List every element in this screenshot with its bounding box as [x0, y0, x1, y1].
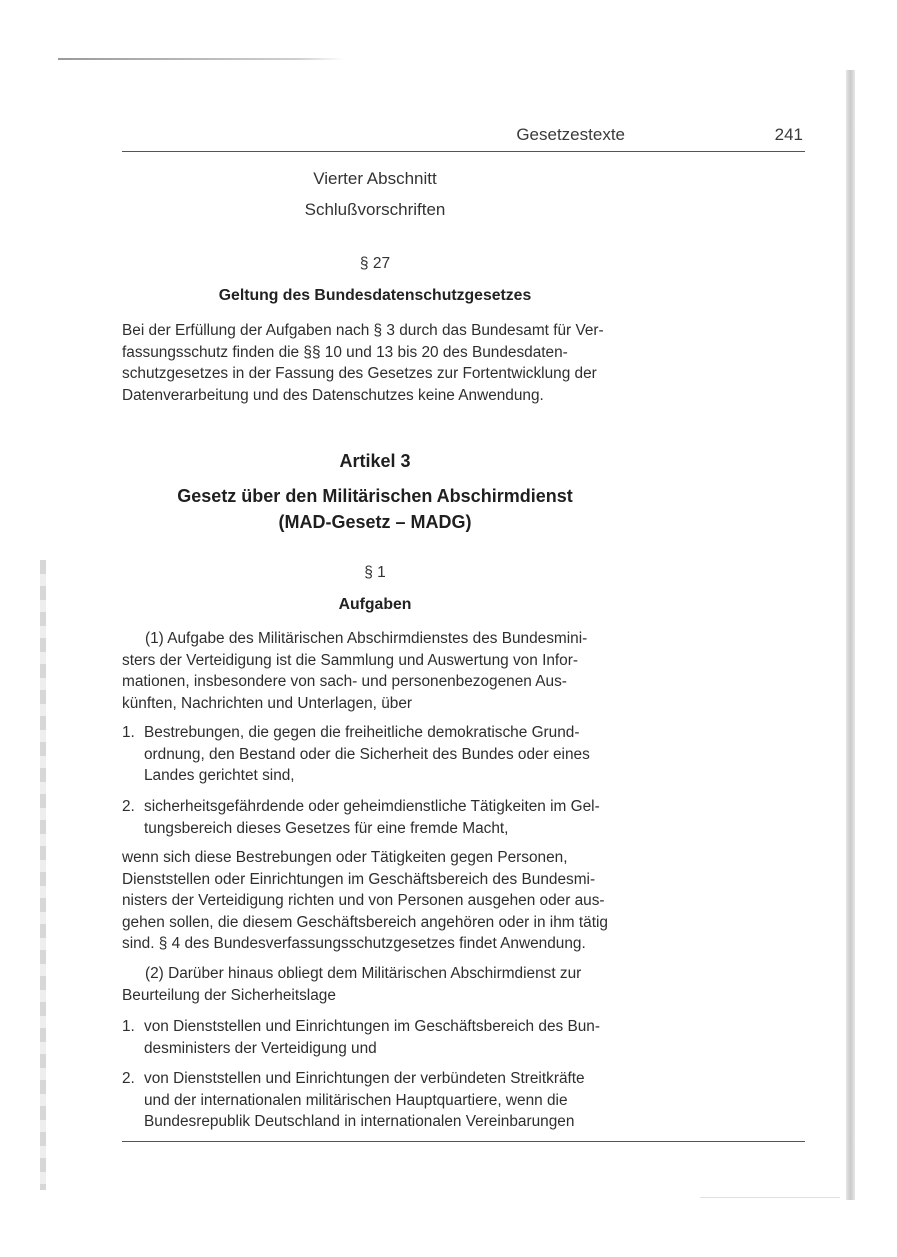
list-number: 2.	[122, 1070, 135, 1087]
paragraph-body	[122, 963, 628, 1006]
text-line: sind. § 4 des Bundesverfassungsschutzgesetzes findet Anwendung.	[122, 935, 586, 952]
list-number: 1.	[122, 1018, 135, 1035]
paragraph-body	[122, 628, 628, 714]
paragraph-body	[122, 847, 628, 955]
text-line: mationen, insbesondere von sach- und personenbezogenen Aus-	[122, 673, 567, 690]
scan-edge-right	[846, 70, 855, 1200]
text-line: Beurteilung der Sicherheitslage	[122, 986, 336, 1004]
paragraph-sign: § 27	[359, 255, 391, 272]
list-number: 1.	[122, 724, 135, 741]
list-item	[122, 722, 628, 787]
text-line: Bundesrepublik Deutschland in internationalen Vereinbarungen	[144, 1113, 575, 1130]
text-line: (2) Darüber hinaus obliegt dem Militärischen Abschirmdienst zur	[145, 965, 582, 982]
text-line: Datenverarbeitung und des Datenschutzes keine Anwendung.	[122, 386, 544, 404]
text-line: nisters der Verteidigung richten und von Personen ausgehen oder aus-	[122, 892, 605, 909]
text-line: (1) Aufgabe des Militärischen Abschirmdienstes des Bundesmini-	[145, 630, 588, 647]
text-line: von Dienststellen und Einrichtungen im Geschäftsbereich des Bun-	[144, 1018, 600, 1035]
text-line: schutzgesetzes in der Fassung des Gesetzes zur Fortentwicklung der	[122, 365, 597, 382]
list-item	[122, 1068, 628, 1133]
text-line: desministers der Verteidigung und	[144, 1039, 377, 1057]
text-line: tungsbereich dieses Gesetzes für eine fremde Macht,	[144, 819, 509, 837]
header-rule	[122, 151, 805, 152]
text-line: Landes gerichtet sind,	[144, 767, 295, 784]
text-line: sicherheitsgefährdende oder geheimdienstliche Tätigkeiten im Gel-	[144, 798, 600, 815]
article-subtitle: (MAD-Gesetz – MADG)	[278, 512, 472, 532]
list-item	[122, 1016, 628, 1059]
text-line: und der internationalen militärischen Hauptquartiere, wenn die	[144, 1091, 568, 1109]
text-line: ordnung, den Bestand oder die Sicherheit des Bundes oder eines	[144, 745, 590, 763]
article-title: Gesetz über den Militärischen Abschirmdienst	[177, 486, 573, 506]
text-line: Dienststellen oder Einrichtungen im Geschäftsbereich des Bundesmi-	[122, 870, 596, 888]
scan-edge-top	[58, 58, 343, 60]
text-line: sters der Verteidigung ist die Sammlung und Auswertung von Infor-	[122, 651, 578, 669]
paragraph-sign: § 1	[364, 564, 386, 581]
text-line: wenn sich diese Bestrebungen oder Tätigkeiten gegen Personen,	[122, 849, 568, 866]
paragraph-title: Geltung des Bundesdatenschutzgesetzes	[218, 287, 532, 304]
text-line: gehen sollen, die diesem Geschäftsbereich angehören oder in ihm tätig	[122, 913, 608, 931]
text-line: von Dienststellen und Einrichtungen der verbündeten Streitkräfte	[144, 1070, 585, 1087]
text-line: fassungsschutz finden die §§ 10 und 13 bis 20 des Bundesdaten-	[122, 343, 568, 361]
section-heading: Vierter Abschnitt	[313, 169, 437, 188]
text-line: Bei der Erfüllung der Aufgaben nach § 3 durch das Bundesamt für Ver-	[122, 322, 604, 339]
page-number: 241	[774, 125, 803, 144]
running-header	[122, 125, 805, 149]
running-header-title: Gesetzestexte	[516, 125, 625, 144]
paragraph-body	[122, 320, 628, 406]
scan-edge-bottom	[700, 1197, 840, 1198]
text-line: Bestrebungen, die gegen die freiheitliche demokratische Grund-	[144, 724, 580, 741]
footer-rule	[122, 1141, 805, 1142]
list-item	[122, 796, 628, 839]
section-subheading: Schlußvorschriften	[304, 200, 446, 219]
list-number: 2.	[122, 798, 135, 815]
scan-edge-left	[40, 560, 46, 1190]
article-heading: Artikel 3	[339, 451, 411, 471]
paragraph-title: Aufgaben	[338, 596, 412, 613]
text-line: künften, Nachrichten und Unterlagen, über	[122, 694, 413, 712]
